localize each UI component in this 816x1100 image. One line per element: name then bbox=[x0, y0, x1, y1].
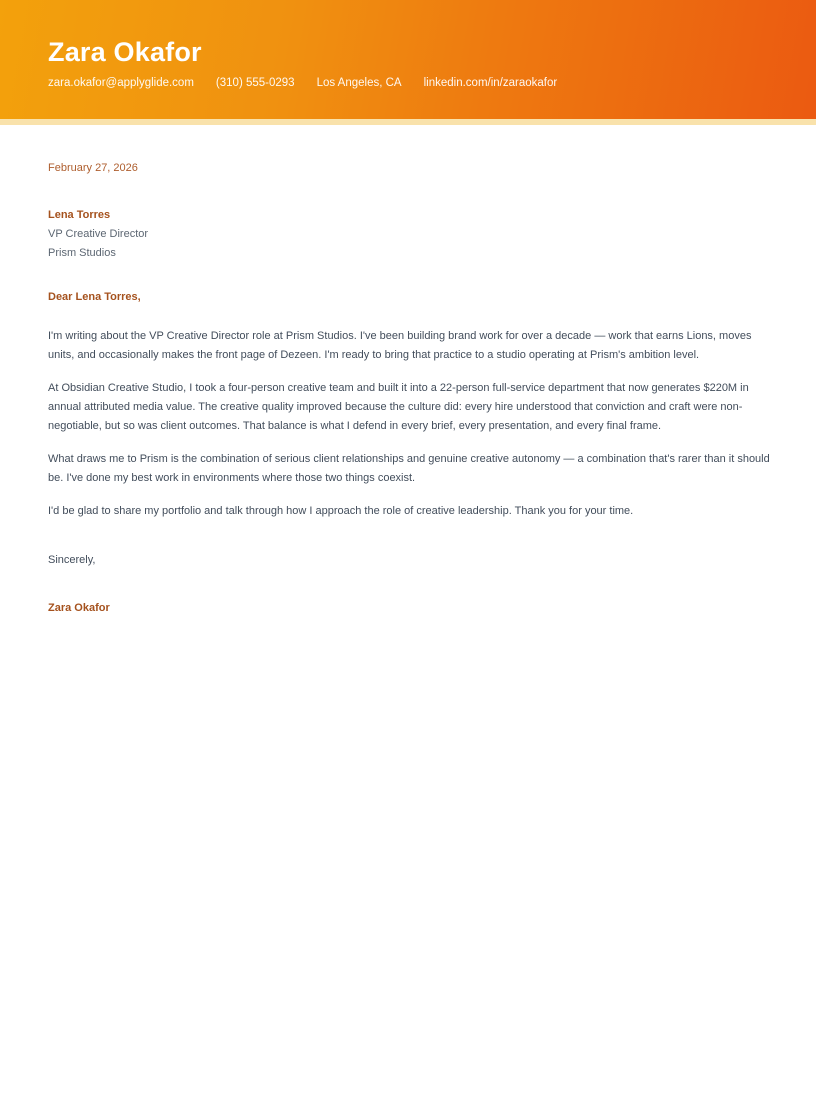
signature-name: Zara Okafor bbox=[48, 602, 110, 614]
paragraph-call-to-action: I'd be glad to share my portfolio and talk through how I approach the role of creative leadership. Thank you for your time. bbox=[48, 505, 634, 517]
paragraph-motivation: What draws me to Prism is the combination of serious client relationships and genuine creative autonomy — a combination that's rarer than it should be. I've done my best work in environments where those two things coexist. bbox=[48, 453, 770, 484]
salutation: Dear Lena Torres, bbox=[48, 291, 141, 303]
contact-phone: (310) 555-0293 bbox=[215, 77, 295, 89]
recipient-name: Lena Torres bbox=[48, 209, 111, 221]
applicant-name: Zara Okafor bbox=[48, 37, 202, 67]
closing: Sincerely, bbox=[48, 554, 96, 566]
letter-date: February 27, 2026 bbox=[48, 162, 138, 174]
recipient-company: Prism Studios bbox=[48, 247, 116, 259]
contact-location: Los Angeles, CA bbox=[316, 77, 402, 89]
contact-email: zara.okafor@applyglide.com bbox=[48, 77, 194, 89]
contact-linkedin: linkedin.com/in/zaraokafor bbox=[423, 77, 558, 89]
letterhead bbox=[0, 0, 816, 119]
recipient-title: VP Creative Director bbox=[48, 228, 149, 240]
contact-row bbox=[48, 77, 772, 89]
recipient-block bbox=[48, 206, 772, 263]
paragraph-experience: At Obsidian Creative Studio, I took a four-person creative team and built it into a 22-person full-service department that now generates $220M in annual attributed media value. The creative quality improved because the culture did: every hire understood that conviction and craft were non-negotiable, but so was client outcomes. That balance is what I defend in every brief, every presentation, and every final frame. bbox=[48, 382, 749, 432]
letter-body bbox=[0, 125, 816, 678]
paragraph-intro: I'm writing about the VP Creative Director role at Prism Studios. I've been building brand work for over a decade — work that earns Lions, moves units, and occasionally makes the front page of Dezeen. I'm ready to bring that practice to a studio operating at Prism's ambition level. bbox=[48, 330, 752, 361]
